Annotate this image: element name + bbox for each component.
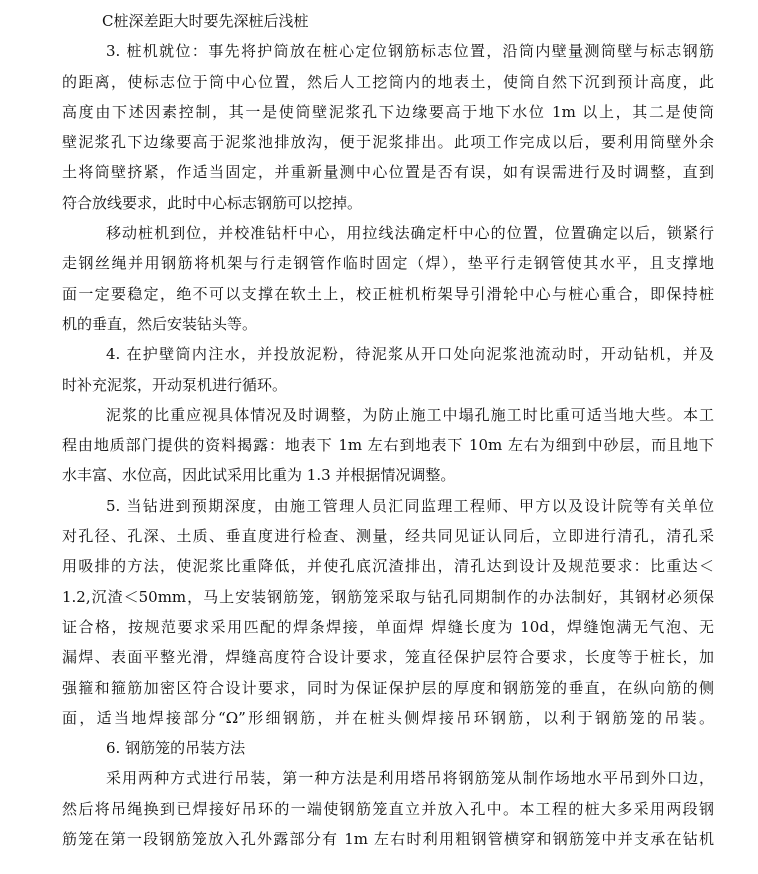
section-heading: 6. 钢筋笼的吊装方法 bbox=[106, 739, 246, 758]
text-line: 3. 桩机就位：事先将护筒放在桩心定位钢筋标志位置，沿筒内壁量测筒壁与标志钢筋 bbox=[106, 42, 714, 61]
text-line: 筋笼在第一段钢筋笼放入孔外露部分有 1m 左右时利用粗钢管横穿和钢筋笼中并支承在钻机 bbox=[62, 830, 714, 849]
text-line: 采用两种方式进行吊装，第一种方法是利用塔吊将钢筋笼从制作场地水平吊到外口边， bbox=[106, 769, 714, 788]
text-line: 然后将吊绳换到已焊接好吊环的一端使钢筋笼直立并放入孔中。本工程的桩大多采用两段钢 bbox=[62, 799, 714, 818]
text-line: 壁泥浆孔下边缘要高于泥浆池排放沟，便于泥浆排出。此项工作完成以后，要利用筒壁外余 bbox=[62, 133, 714, 152]
text-line: 时补充泥浆，开动泵机进行循环。 bbox=[62, 375, 288, 394]
text-line: 土将筒壁挤紧，作适当固定，并重新量测中心位置是否有误，如有误需进行及时调整，直到 bbox=[62, 163, 714, 182]
text-line: 漏焊、表面平整光滑，焊缝高度符合设计要求，笼直径保护层符合要求，长度等于桩长，加 bbox=[62, 648, 714, 667]
text-line: 泥浆的比重应视具体情况及时调整，为防止施工中塌孔施工时比重可适当地大些。本工 bbox=[106, 405, 714, 424]
text-line: 证合格，按规范要求采用匹配的焊条焊接，单面焊 焊缝长度为 10d，焊缝饱满无气泡、无 bbox=[62, 617, 714, 636]
text-line: 的距离，使标志位于筒中心位置，然后人工挖筒内的地表土，使筒自然下沉到预计高度，此 bbox=[62, 72, 714, 91]
text-line: 1.2,沉渣＜50mm，马上安装钢筋笼，钢筋笼采取与钻孔同期制作的办法制好，其钢材必须保 bbox=[62, 587, 714, 606]
text-line: 用吸排的方法，使泥浆比重降低，并使孔底沉渣排出，清孔达到设计及规范要求：比重达＜ bbox=[62, 557, 714, 576]
text-line: 符合放线要求，此时中心标志钢筋可以挖掉。 bbox=[62, 193, 363, 212]
text-line: 对孔径、孔深、土质、垂直度进行检查、测量，经共同见证认同后，立即进行清孔，清孔采 bbox=[62, 527, 714, 546]
text-line: C桩深差距大时要先深桩后浅桩 bbox=[102, 12, 309, 30]
text-line: 水丰富、水位高，因此试采用比重为 1.3 并根据情况调整。 bbox=[62, 466, 456, 485]
text-line: 面一定要稳定，绝不可以支撑在软土上，校正桩机桁架导引滑轮中心与桩心重合，即保持桩 bbox=[62, 284, 714, 303]
text-line: 5. 当钻进到预期深度，由施工管理人员汇同监理工程师、甲方以及设计院等有关单位 bbox=[106, 496, 714, 515]
text-line: 4. 在护壁筒内注水，并投放泥粉，待泥浆从开口处向泥浆池流动时，开动钻机，并及 bbox=[106, 345, 714, 364]
text-line: 程由地质部门提供的资料揭露：地表下 1m 左右到地表下 10m 左右为细到中砂层，而且地下 bbox=[62, 436, 714, 455]
text-line: 移动桩机到位，并校准钻杆中心，用拉线法确定杆中心的位置，位置确定以后，锁紧行 bbox=[106, 224, 714, 243]
text-line: 机的垂直，然后安装钻头等。 bbox=[62, 314, 258, 333]
text-line: 面，适当地焊接部分“Ω”形细钢筋，并在桩头侧焊接吊环钢筋，以利于钢筋笼的吊装。 bbox=[62, 708, 714, 727]
text-line: 强箍和箍筋加密区符合设计要求，同时为保证保护层的厚度和钢筋笼的垂直，在纵向筋的侧 bbox=[62, 678, 714, 697]
text-line: 走钢丝绳并用钢筋将机架与行走钢管作临时固定（焊），垫平行走钢管使其水平，且支撑地 bbox=[62, 254, 714, 273]
text-line: 高度由下述因素控制，其一是使筒壁泥浆孔下边缘要高于地下水位 1m 以上，其二是使筒 bbox=[62, 102, 714, 121]
